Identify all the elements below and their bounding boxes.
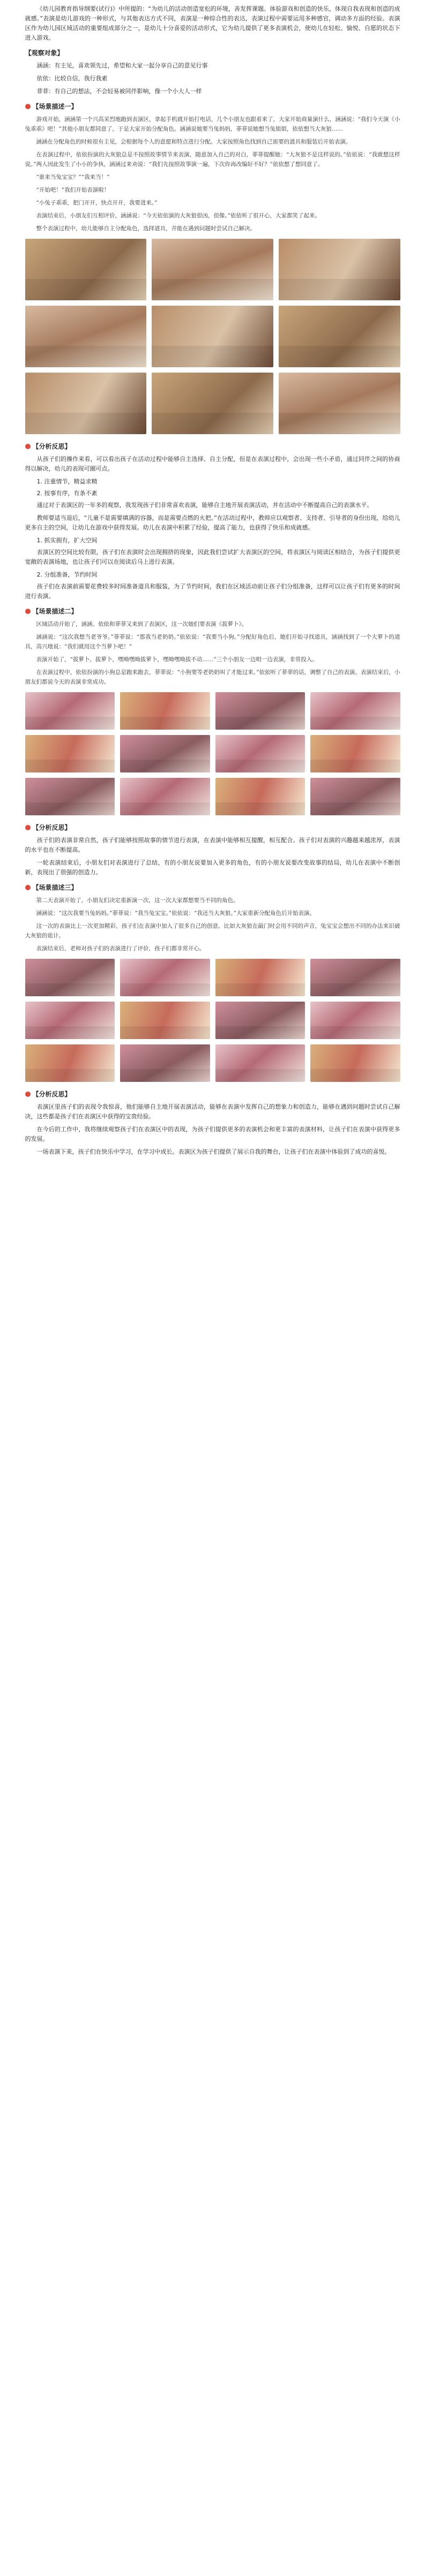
classroom-photo <box>310 959 400 996</box>
classroom-photo <box>120 1002 210 1039</box>
section-heading <box>25 823 400 832</box>
analysis-paragraph: 在今后的工作中，我将继续观察孩子们在表演区中的表现，为孩子们提供更多的表演机会和更丰富的表演材料，让孩子们在表演中获得更多的发展。 <box>25 1126 400 1142</box>
classroom-photo <box>25 1002 115 1039</box>
analysis-3 <box>25 1089 400 1157</box>
scene-3 <box>25 883 400 1082</box>
analysis-2 <box>25 823 400 877</box>
classroom-photo <box>215 692 305 730</box>
classroom-photo <box>310 735 400 772</box>
scene-paragraph: 表演结束后，小朋友们互相评价，涵涵说：“今天依依演的大灰狼很凶，很像。”依依听了很开心，大家都笑了起来。 <box>36 213 320 219</box>
observation-targets <box>25 48 400 96</box>
flower-icon <box>25 609 31 614</box>
classroom-photo <box>120 735 210 772</box>
classroom-photo <box>279 373 400 434</box>
intro-paragraph: 《幼儿园教育指导纲要(试行)》中所提的：“为幼儿的活动创造宽松的环境，善发挥课题。体验游戏和创造的快乐，体现自我表现和创造的成就感。”表演是幼儿游戏的一种形式，与其他表达方式不同，表演是一种综合性的表达，表演过程中需要运用多种感官，调动多方面的经验。表演区作为幼儿园区域活动的重要组成部分之一，是幼儿十分喜爱的活动形式，它为幼儿提供了更多表演机会，使幼儿在轻松、愉悦、自愿的状态下进入游戏。 <box>25 5 400 41</box>
scene-paragraph: “开始吧！”我们开始表演啦！ <box>36 187 110 193</box>
classroom-photo <box>279 306 400 367</box>
classroom-photo <box>25 373 147 434</box>
section-heading <box>25 48 400 58</box>
classroom-photo <box>25 735 115 772</box>
classroom-photo <box>120 692 210 730</box>
classroom-photo <box>215 1044 305 1082</box>
scene-paragraph: 涵涵在分配角色的时候很有主见，会根据每个人的意愿和特点进行分配。大家按照角色找到自己需要的道具和服装后开始表演。 <box>36 139 352 145</box>
target-line: 菲菲：有自己的想法，不会轻易被同伴影响，像一个小大人一样 <box>36 88 202 95</box>
analysis-paragraph: 一场表演下来，孩子们在快乐中学习，在学习中成长。表演区为孩子们提供了展示自我的舞台，让孩子们在表演中体验到了成功的喜悦。 <box>36 1148 391 1155</box>
classroom-photo <box>152 373 273 434</box>
classroom-photo <box>25 778 115 815</box>
photo-gallery <box>25 692 400 815</box>
classroom-photo <box>310 1044 400 1082</box>
numbered-point: 2. 按事有序，有条不紊 <box>36 490 98 497</box>
scene-paragraph: 在表演过程中，依依扮演的小狗总是跑来跑去，菲菲说：“小狗要等老奶奶叫了才能过来。”依依听了菲菲的话，调整了自己的表演。表演结束后，小朋友们都说今天的表演非常成功。 <box>25 669 400 685</box>
analysis-paragraph: 孩子们在表演前需要花费较多时间准备道具和服装，为了节约时间，我们在区域活动前让孩子们分组准备，这样可以让孩子们有更多的时间进行表演。 <box>25 583 400 600</box>
analysis-paragraph: 表演区的空间比较有限，孩子们在表演时会出现拥挤的现象，因此我们尝试扩大表演区的空间，将表演区与阅读区相结合，为孩子们提供更宽敞的表演场地，也让孩子们可以在阅读后马上进行表演。 <box>25 549 400 565</box>
classroom-photo <box>25 959 115 996</box>
classroom-photo <box>25 239 147 300</box>
scene-1 <box>25 102 400 434</box>
scene-paragraph: 整个表演过程中，幼儿能够自主分配角色，选择道具，并能在遇到问题时尝试自己解决。 <box>36 225 256 232</box>
numbered-point: 2. 分组准备，节约时间 <box>36 571 98 578</box>
section-heading <box>25 1089 400 1099</box>
scene-paragraph: 游戏开始，涵涵第一个兴高采烈地跑到表演区，拿起手机就开始打电话，几个小朋友也跟着来了，大家开始商量演什么，涵涵说：“我们今天演《小兔乖乖》吧！”其他小朋友都同意了，于是大家开始分配角色。涵涵说她要当兔妈妈，菲菲说她想当兔姐姐，依依想当大灰狼…… <box>25 116 400 132</box>
section-heading <box>25 883 400 892</box>
classroom-photo <box>310 778 400 815</box>
classroom-photo <box>152 239 273 300</box>
article <box>25 0 400 1157</box>
heading-label: 【分析反思】 <box>32 443 71 450</box>
scene-paragraph: “小兔子乖乖，把门开开，快点开开，我要进来。” <box>36 200 158 206</box>
section-heading <box>25 607 400 616</box>
heading-label: 【场景描述二】 <box>32 608 78 615</box>
target-line: 涵涵：有主见，喜欢领先过，希望和大家一起分享自己的意见行事 <box>36 62 208 69</box>
section-heading <box>25 102 400 111</box>
analysis-1 <box>25 442 400 601</box>
classroom-photo <box>215 959 305 996</box>
classroom-photo <box>25 1044 115 1082</box>
classroom-photo <box>310 1002 400 1039</box>
analysis-paragraph: 表演区里孩子们的表现令我惊喜，他们能够自主地开展表演活动，能够在表演中发挥自己的想象力和创造力，能够在遇到问题时尝试自己解决，这些都是孩子们在表演区中获得的宝贵经验。 <box>25 1103 400 1120</box>
scene-paragraph: “谁来当兔宝宝？”“我来当！” <box>36 174 110 180</box>
numbered-point: 1. 抓实拥有，扩大空间 <box>36 537 98 544</box>
scene-2 <box>25 607 400 815</box>
target-line: 依依：比较自信，我行我素 <box>36 75 108 82</box>
classroom-photo <box>25 692 115 730</box>
heading-label: 【场景描述一】 <box>32 103 78 110</box>
heading-label: 【观察对象】 <box>25 49 64 57</box>
intro-section <box>25 4 400 43</box>
heading-label: 【分析反思】 <box>32 1090 71 1098</box>
classroom-photo <box>25 306 147 367</box>
photo-gallery <box>25 959 400 1082</box>
flower-icon <box>25 885 31 890</box>
classroom-photo <box>215 735 305 772</box>
analysis-paragraph: 教师要适当退后，“儿童不是需要填满的容器，而是需要点燃的火把。”在活动过程中，教师应以观察者、支持者、引导者的身份出现，给幼儿更多自主的空间，让幼儿在游戏中获得发展。幼儿在表演中积累了经验，提高了能力，也获得了快乐和成就感。 <box>25 514 400 531</box>
photo-gallery <box>25 239 400 434</box>
scene-paragraph: 在表演过程中，依依扮演的大灰狼总是不按照故事情节来表演，随意加入自己的对白，菲菲提醒她：“大灰狼不是这样说的。”依依说：“我就想这样说。”两人因此发生了小小的争执，涵涵过来劝说：“我们先按照故事演一遍，下次你再改编好不好？”依依想了想同意了。 <box>25 151 400 168</box>
scene-paragraph: 表演开始了，“拔萝卜，拔萝卜，嘿呦嘿呦拔萝卜，嘿呦嘿呦拔不动……”三个小朋友一边唱一边表演，非常投入。 <box>36 656 318 663</box>
analysis-paragraph: 一轮表演结束后，小朋友们对表演进行了总结，有的小朋友说要加入更多的角色，有的小朋友说要改变故事的结局，幼儿在表演中不断创新，表现出了很强的创造力。 <box>25 859 400 876</box>
classroom-photo <box>310 692 400 730</box>
analysis-paragraph: 从孩子们的操作来看，可以看出孩子在活动过程中能够自主选择、自主分配，但是在表演过程中，会出现一些小矛盾，通过同伴之间的协商得以解决，幼儿的表现可圈可点。 <box>25 456 400 472</box>
flower-icon <box>25 825 31 830</box>
section-heading <box>25 442 400 451</box>
analysis-paragraph: 孩子们的表演非常自然，孩子们能够按照故事的情节进行表演，在表演中能够相互提醒，相互配合。孩子们对表演的兴趣越来越浓厚，表演的水平也在不断提高。 <box>25 837 400 853</box>
scene-paragraph: 表演结束后，老师对孩子们的表演进行了评价，孩子们都非常开心。 <box>36 945 205 952</box>
scene-paragraph: 涵涵说：“这次我要当兔妈妈。”菲菲说：“我当兔宝宝。”依依说：“我还当大灰狼。”大家重新分配角色后开始表演。 <box>36 910 315 916</box>
numbered-point: 1. 注重情节，精益求精 <box>36 478 98 485</box>
flower-icon <box>25 444 31 449</box>
classroom-photo <box>215 1002 305 1039</box>
scene-paragraph: 涵涵说：“这次我想当老爷爷。”菲菲说：“那我当老奶奶。”依依说：“我要当小狗。”分配好角色后，她们开始寻找道具，涵涵找到了一个大萝卜的道具，高兴地说：“我们就用这个当萝卜吧！” <box>25 634 400 650</box>
classroom-photo <box>120 778 210 815</box>
classroom-photo <box>152 306 273 367</box>
heading-label: 【场景描述三】 <box>32 884 78 891</box>
flower-icon <box>25 104 31 109</box>
scene-paragraph: 区域活动开始了，涵涵、依依和菲菲又来到了表演区，这一次她们要表演《拔萝卜》。 <box>36 621 248 627</box>
classroom-photo <box>120 1044 210 1082</box>
classroom-photo <box>215 778 305 815</box>
scene-paragraph: 第二天表演开始了，小朋友们决定重新演一次，这一次大家都想要当不同的角色。 <box>36 897 239 904</box>
flower-icon <box>25 1092 31 1097</box>
classroom-photo <box>120 959 210 996</box>
analysis-paragraph: 通过对于表演区的一年多的观察，我发现孩子们非常喜欢表演，能够自主地开展表演活动，并在活动中不断提高自己的表演水平。 <box>36 502 373 509</box>
heading-label: 【分析反思】 <box>32 824 71 831</box>
classroom-photo <box>279 239 400 300</box>
scene-paragraph: 这一次的表演比上一次更加精彩，孩子们在表演中加入了很多自己的创意，比如大灰狼在敲门时会用不同的声音，兔宝宝会想出不同的办法来识破大灰狼的诡计。 <box>25 923 400 939</box>
